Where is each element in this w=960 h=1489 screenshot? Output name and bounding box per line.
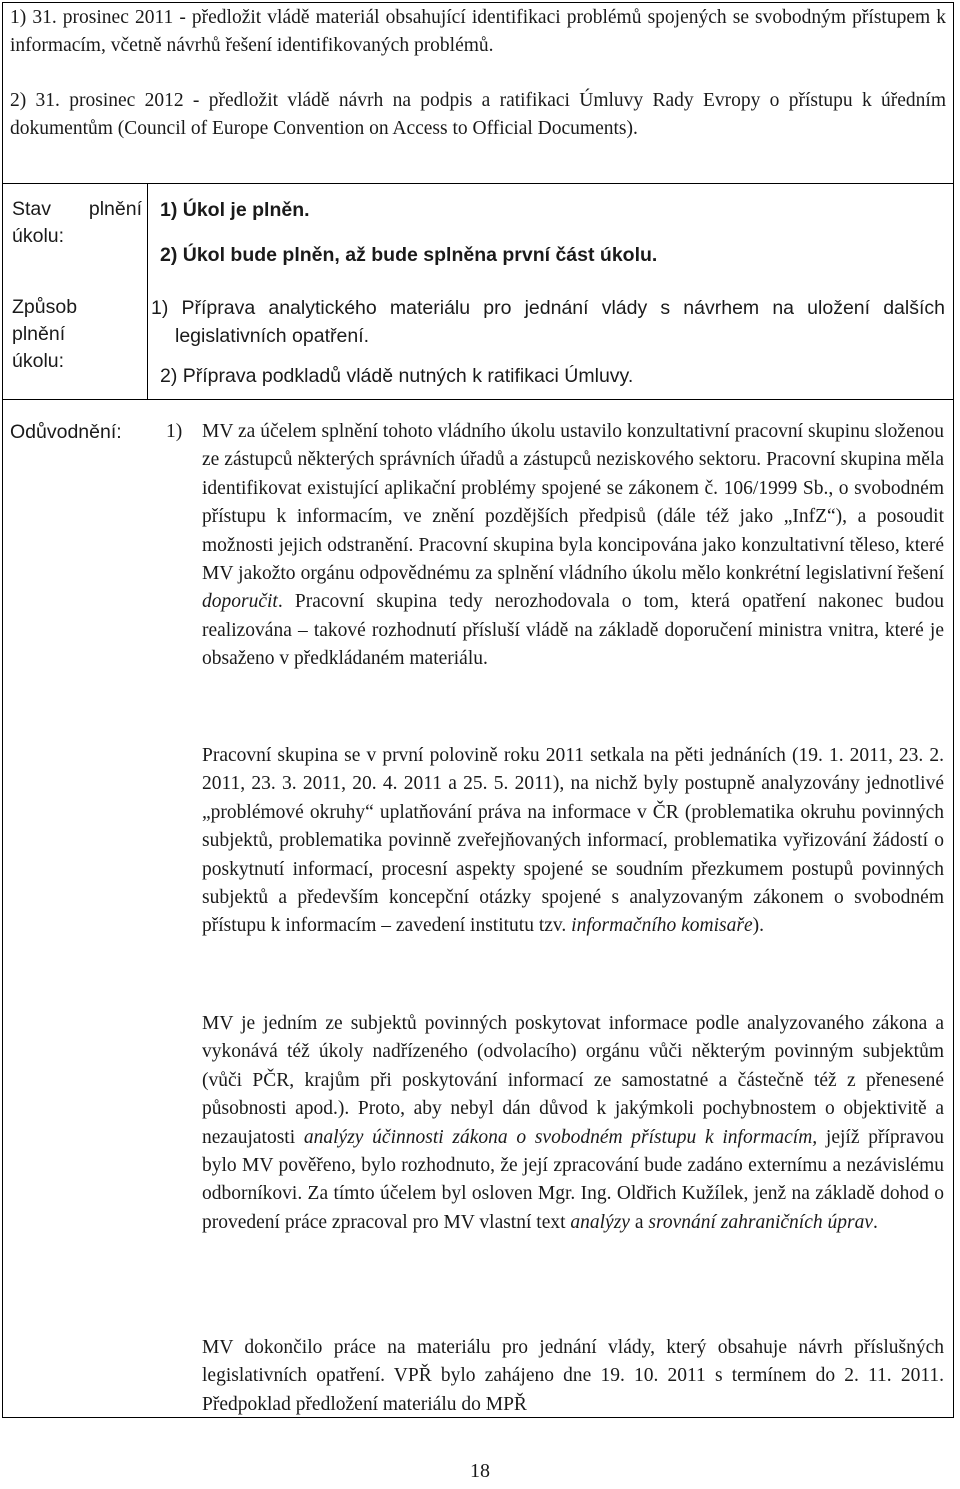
- reason-paragraph-3: MV je jedním ze subjektů povinných poskytovat informace podle analyzovaného zákona a vykonává též úkoly nadřízeného (odvolacího) orgánu vůči některým povinným subjektům (vůči PČR, krajům při poskytování informací ze samostatné a částečně též z přenesené působnosti apod.). Proto, aby nebyl dán důvod k jakýmkoli pochybnostem o objektivitě a nezaujatosti analýzy účinnosti zákona o svobodném přístupu k informacím, jejíž přípravou bylo MV pověřeno, bylo rozhodnuto, že její zpracování bude zadáno externímu a nezávislému odborníkovi. Za tímto účelem byl osloven Mgr. Ing. Oldřich Kužílek, jenž na základě dohod o provedení práce zpracoval pro MV vlastní text analýzy a srovnání zahraničních úprav.: [202, 1013, 945, 1233]
- page-number: 18: [470, 1460, 490, 1482]
- reason-paragraph-2: Pracovní skupina se v první polovině roku 2011 setkala na pěti jednáních (19. 1. 2011, 23. 2. 2011, 23. 3. 2011, 20. 4. 2011 a 25. 5. 2011), na nichž byly postupně analyzovány jednotlivé „problémové okruhy“ uplatňování práva na informace v ČR (problematika okruhu povinných subjektů, problematika povinně zveřejňovaných informací, problematika vyřizování žádostí o poskytnutí informací, procesní aspekty spojené se soudním přezkumem postupů povinných subjektů a především koncepční otázky spojené s analyzovaným zákonem o svobodném přístupu k informacím – zavedení institutu tzv. informačního komisaře).: [202, 745, 944, 937]
- status-item-2: 2) Úkol bude plněn, až bude splněna první část úkolu.: [160, 244, 658, 266]
- reason-paragraph-4: MV dokončilo práce na materiálu pro jednání vlády, který obsahuje návrh příslušných legislativních opatření. VPŘ bylo zahájeno dne 19. 10. 2011 s termínem do 2. 11. 2011. Předpoklad předložení materiálu do MPŘ: [202, 1337, 944, 1415]
- row-divider-intro: [2, 183, 954, 184]
- intro-item-2: 2) 31. prosinec 2012 - předložit vládě návrh na podpis a ratifikaci Úmluvy Rady Evropy o přístupu k úředním dokumentům (Council of Europe Convention on Access to Official Documents).: [10, 90, 946, 140]
- column-divider: [147, 183, 148, 399]
- method-item-2: 2) Příprava podkladů vládě nutných k ratifikaci Úmluvy.: [160, 365, 634, 387]
- reason-number: 1): [166, 421, 183, 442]
- reason-paragraph-1: MV za účelem splnění tohoto vládního úkolu ustavilo konzultativní pracovní skupinu složenou ze zástupců některých správních úřadů a zástupců neziskového sektoru. Pracovní skupina měla identifikovat existující aplikační problémy spojené se zákonem č. 106/1999 Sb., o svobodném přístupu k informacím, ve znění pozdějších předpisů (dále též jako „InfZ“), a posoudit možnosti jejich odstranění. Pracovní skupina byla koncipována jako konzultativní těleso, které MV jakožto orgánu odpovědnému za splnění vládního úkolu mělo konkrétní legislativní řešení doporučit. Pracovní skupina tedy nerozhodovala o tom, která opatření nakonec budou realizována – takové rozhodnutí přísluší vládě na základě doporučení ministra vnitra, které je obsaženo v předkládaném materiálu.: [202, 421, 944, 670]
- reason-label: Odůvodnění:: [10, 421, 122, 443]
- row-divider-method: [2, 399, 954, 400]
- status-item-1: 1) Úkol je plněn.: [160, 199, 310, 221]
- intro-item-1: 1) 31. prosinec 2011 - předložit vládě materiál obsahující identifikaci problémů spojených se svobodným přístupem k informacím, včetně návrhů řešení identifikovaných problémů.: [10, 7, 946, 57]
- status-label: Stav plnění úkolu:: [12, 198, 142, 247]
- method-item-1: 1) Příprava analytického materiálu pro jednání vlády s návrhem na uložení dalších legislativních opatření.: [151, 297, 945, 348]
- method-label: Způsob plnění úkolu:: [12, 296, 78, 372]
